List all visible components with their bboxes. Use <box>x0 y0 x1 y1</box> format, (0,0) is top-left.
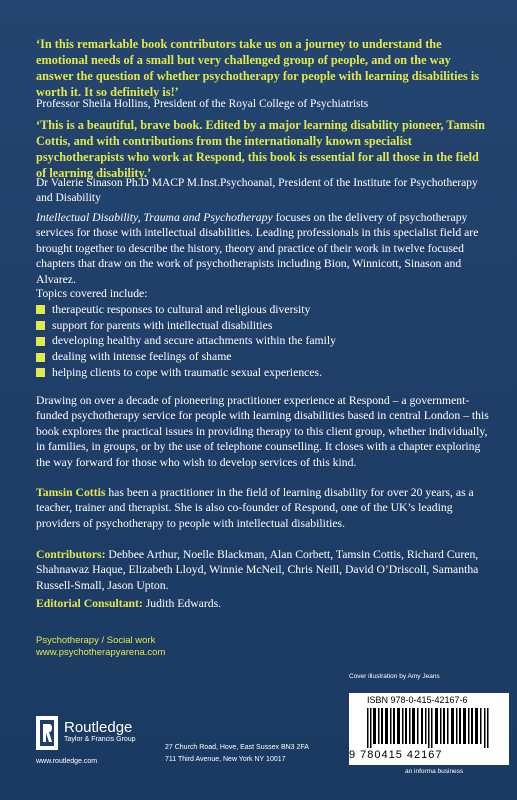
barcode-digits: 9 780415 42167 <box>349 749 443 761</box>
informa-tagline: an informa business <box>405 768 464 775</box>
sinason-attribution: Dr Valerie Sinason Ph.D MACP M.Inst.Psychoanal, President of the Institute for Psychotherapy and Disability <box>36 177 478 204</box>
respond-paragraph: Drawing on over a decade of pioneering practitioner experience at Respond – a government-funded psychotherapy service for people with learning disabilities based in central London – this book explores the practical issues in providing therapy to this client group, whether individually, in families, in groups, or by the use of telephone counselling. It closes with a chapter exploring the way forward for those who wish to develop services of this kind. <box>36 394 489 469</box>
hollins-quote: ‘In this remarkable book contributors take us on a journey to understand the emotional needs of a small but very challenged group of people, and on the way answer the question of whether psychotherapy for people with learning disabilities is worth it. It so definitely is!’ <box>36 37 480 99</box>
author-bio-text: has been a practitioner in the field of learning disability for over 20 years, as a teacher, trainer and therapist. She is also co-founder of Respond, one of the UK’s leading providers of psychotherapy to people with intellectual disabilities. <box>36 486 474 530</box>
routledge-logo-icon <box>36 716 58 750</box>
topics-list <box>36 286 496 381</box>
book-title: Intellectual Disability, Trauma and Psychotherapy <box>36 211 273 224</box>
editorial-label: Editorial Consultant: <box>36 597 143 610</box>
contributors-label: Contributors: <box>36 548 106 561</box>
description-body: focuses on the delivery of psychotherapy services for those with intellectual disabilities. Leading professionals in this specialist field are brought together to describe the history, theory and practice of their work in twelve focused chapters that draw on the work of psychotherapists including Bion, Winnicott, Sinason and Alvarez. <box>36 211 479 286</box>
publisher-addresses: 27 Church Road, Hove, East Sussex BN3 2FA 711 Third Avenue, New York NY 10017 <box>165 744 309 763</box>
editorial-name: Judith Edwards. <box>142 597 222 610</box>
bullet-icon <box>36 321 45 330</box>
publisher-group: Taylor & Francis Group <box>64 736 136 743</box>
book-description <box>36 210 491 287</box>
contributors <box>36 547 491 593</box>
illustration-credit: Cover illustration by Amy Jeans <box>349 673 440 680</box>
bullet-icon <box>36 337 45 346</box>
author-name: Tamsin Cottis <box>36 486 106 499</box>
bullet-icon <box>36 305 45 314</box>
barcode-bars-icon <box>367 708 491 748</box>
publisher-brand <box>64 719 136 743</box>
sinason-quote: ‘This is a beautiful, brave book. Edited by a major learning disability pioneer, Tamsin Cottis, and with contributions from the internationally known specialist psychotherapists who work at Respond, this book is essential for all those in the field of learning disability.’ <box>36 118 485 180</box>
topic-item: developing healthy and secure attachments within the family <box>36 333 496 349</box>
website-link[interactable]: www.psychotherapyarena.com <box>36 647 166 658</box>
contributors-names: Debbee Arthur, Noelle Blackman, Alan Corbett, Tamsin Cottis, Richard Curen, Shahnawaz Haque, Elizabeth Lloyd, Winnie McNeil, Chris Neill, David O’Driscoll, Samantha Russell-Small, Jason Upton. <box>36 548 479 592</box>
editorial-consultant <box>36 596 491 611</box>
topic-item: helping clients to cope with traumatic sexual experiences. <box>36 365 496 381</box>
barcode <box>349 693 509 765</box>
hollins-attribution: Professor Sheila Hollins, President of the Royal College of Psychiatrists <box>36 98 369 110</box>
subject-category: Psychotherapy / Social work <box>36 635 156 646</box>
topics-heading: Topics covered include: <box>36 287 148 300</box>
publisher-name: Routledge <box>64 719 133 736</box>
topic-item: therapeutic responses to cultural and religious diversity <box>36 302 496 318</box>
topic-item: support for parents with intellectual disabilities <box>36 318 496 334</box>
author-bio <box>36 485 491 531</box>
bullet-icon <box>36 353 45 362</box>
topic-item: dealing with intense feelings of shame <box>36 349 496 365</box>
isbn-number: ISBN 978-0-415-42167-6 <box>367 695 468 705</box>
bullet-icon <box>36 368 45 377</box>
publisher-url[interactable]: www.routledge.com <box>36 758 98 765</box>
